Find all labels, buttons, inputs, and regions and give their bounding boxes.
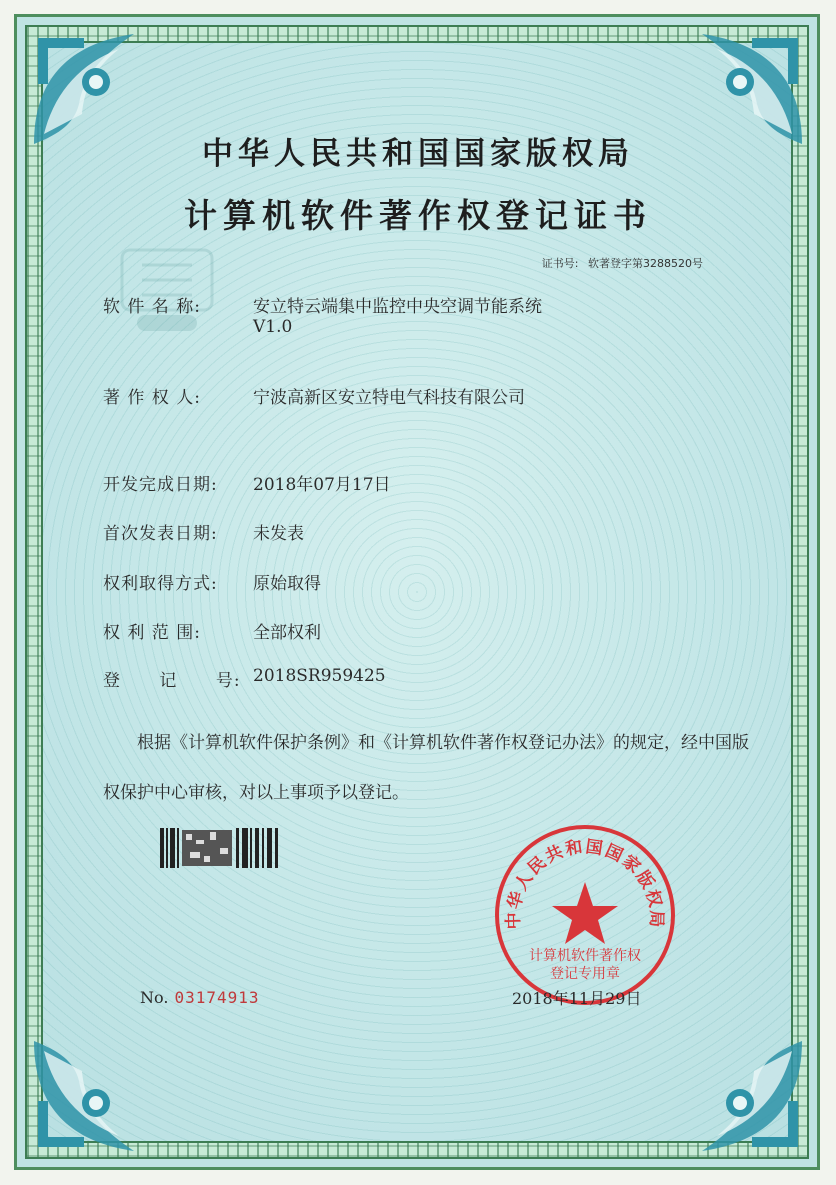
field-development-date: [103, 470, 391, 495]
registration-statement: 根据《计算机软件保护条例》和《计算机软件著作权登记办法》的规定，经中国版权保护中心审核，对以上事项予以登记。: [103, 733, 749, 803]
field-registration-number: [103, 666, 386, 691]
seal-line-2: 登记专用章: [550, 966, 620, 982]
field-rights-acquisition: [103, 569, 321, 594]
field-rights-scope: [103, 618, 321, 643]
field-label: 权 利 范 围:: [103, 623, 201, 643]
2d-barcode: [160, 828, 280, 868]
field-value: 2018SR959425: [253, 666, 386, 686]
serial-number: [140, 988, 260, 1007]
seal-line-1: 计算机软件著作权: [529, 948, 641, 964]
field-value: 2018年07月17日: [253, 475, 391, 495]
certificate-number-label: 证书号:: [541, 257, 579, 270]
field-value: 全部权利: [253, 623, 321, 643]
field-first-publication-date: [103, 519, 304, 544]
issue-date: 2018年11月29日: [512, 989, 642, 1008]
field-copyright-owner: [103, 383, 525, 408]
seal-ring-text: 中华人民共和国国家版权局: [503, 837, 667, 930]
field-software-name: [103, 292, 542, 337]
serial-value: 03174913: [174, 988, 260, 1007]
seal-star-icon: [552, 882, 618, 944]
corner-ornament-bottom-right: [682, 1031, 812, 1161]
field-label: 开发完成日期:: [103, 475, 218, 495]
serial-prefix: No.: [140, 988, 169, 1007]
field-value: 未发表: [253, 524, 304, 544]
field-value: [253, 292, 542, 337]
corner-ornament-bottom-left: [24, 1031, 154, 1161]
field-value: 宁波高新区安立特电气科技有限公司: [253, 388, 525, 408]
software-name-text: 安立特云端集中监控中央空调节能系统: [253, 297, 542, 317]
field-label: 著 作 权 人:: [103, 388, 201, 408]
certificate-title: 计算机软件著作权登记证书: [184, 196, 652, 235]
official-seal: [492, 822, 678, 1008]
certificate-number-value: 软著登字第3288520号: [588, 257, 703, 270]
field-label: 首次发表日期:: [103, 524, 218, 544]
certificate-number: [536, 255, 703, 271]
field-label: 软 件 名 称:: [103, 297, 201, 317]
field-label: 登 记 号:: [103, 671, 241, 691]
issuing-agency-title: 中华人民共和国国家版权局: [202, 136, 634, 172]
software-version-text: V1.0: [253, 317, 293, 337]
field-value: 原始取得: [253, 574, 321, 594]
field-label: 权利取得方式:: [103, 574, 218, 594]
